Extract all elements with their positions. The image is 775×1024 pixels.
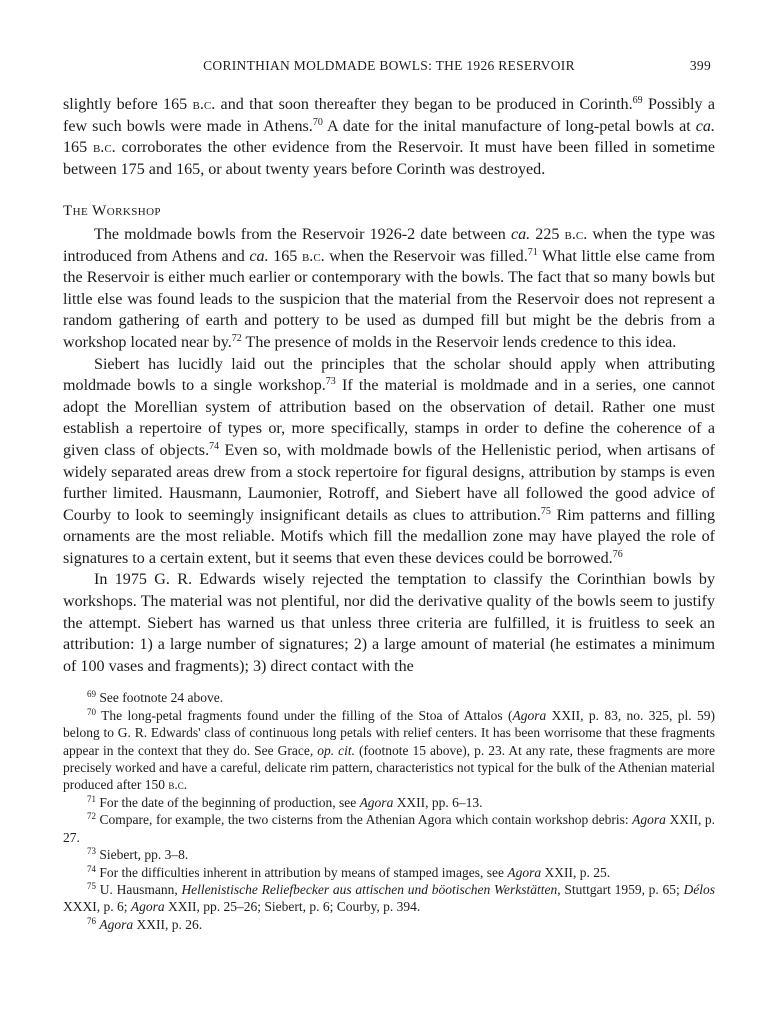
paragraph: Siebert has lucidly laid out the principles that the scholar should apply when attributing moldmade bowls to a single workshop.$^{73}$ If the material is moldmade and in a series, one cannot adopt the Morellian system of attribution based on the observation of detail. Rather one must establish a repertoire of types or, more specifically, stamps in order to define the coherence of a given class of objects.$^{74}$ Even so, with moldmade bowls of the Hellenistic period, when artisans of widely separated areas drew from a stock repertoire for figural designs, attribution by stamps is even further limited. Hausmann, Laumonier, Rotroff, and Siebert have all followed the good advice of Courby to look to seemingly insignificant details as clues to attribution.$^{75}$ Rim patterns and filling ornaments are the most reliable. Motifs which fill the medallion zone may have played the role of signatures to a certain extent, but it seems that even these devices could be borrowed.$^{76}$	[63, 355, 716, 567]
footnotes	[63, 689, 715, 933]
era-abbrev: b.c.	[564, 225, 588, 243]
footnote: $^{73}$ Siebert, pp. 3–8.	[87, 846, 189, 863]
footnote: $^{75}$ U. Hausmann, Hellenistische Reliefbecker aus attischen und böotischen Werkstätten, Stuttgart 1959, p. 65; Délos XXXI, p. 6; Agora XXII, pp. 25–26; Siebert, p. 6; Courby, p. 394.	[63, 880, 716, 915]
footnote-ref: 75	[540, 505, 551, 517]
footnote-ref: 74	[209, 440, 220, 452]
body-text	[63, 94, 715, 677]
running-title: CORINTHIAN MOLDMADE BOWLS: THE 1926 RESERVOIR	[203, 58, 575, 73]
era-abbrev: b.c.	[92, 139, 116, 157]
era-abbrev: b.c.	[192, 96, 216, 113]
paragraph: The moldmade bowls from the Reservoir 1926-2 date between ca. 225 b.c. when the type was introduced from Athens and ca. 165 b.c. when the Reservoir was filled.$^{71}$ What little else came from the Reservoir is either much earlier or contemporary with the bowls. The fact that so many bowls but little else was found leads to the suspicion that the material from the Reservoir does not represent a random gathering of earth and pottery to be used as dumped fill but might be the debris from a workshop located near by.$^{72}$ The presence of molds in the Reservoir lends credence to this idea.	[63, 225, 715, 351]
footnote: $^{74}$ For the difficulties inherent in attribution by means of stamped images, see Agora XXII, p. 25.	[87, 863, 611, 880]
page-number: 399	[689, 58, 711, 73]
footnote-ref: 72	[231, 332, 242, 344]
footnote-ref: 69	[632, 95, 643, 106]
era-abbrev: b.c.	[301, 247, 325, 265]
footnote: $^{70}$ The long-petal fragments found under the filling of the Stoa of Attalos (Agora XXII, p. 83, no. 325, pl. 59) belong to G. R. Edwards' class of continuous long petals with relief centers. It has been worrisome that these fragments appear in the context that they do. See Grace, op. cit. (footnote 15 above), p. 23. At any rate, these fragments are more precisely worked and have a careful, delicate rim pattern, characteristics not typical for the bulk of the Athenian material produced after 150 b.c.	[63, 706, 715, 793]
footnote: $^{76}$ Agora XXII, p. 26.	[87, 915, 203, 932]
footnote: $^{71}$ For the date of the beginning of production, see Agora XXII, pp. 6–13.	[87, 793, 483, 810]
section-heading: The Workshop	[63, 202, 161, 220]
page	[63, 58, 715, 933]
footnote: $^{69}$ See footnote 24 above.	[87, 689, 224, 706]
footnote-ref: 70	[312, 116, 323, 128]
paragraph-continued: slightly before 165 b.c. and that soon thereafter they began to be produced in Corinth.$^{69}$ Possibly a few such bowls were made in Athens.$^{70}$ A date for the inital manufacture of long-petal bowls at ca. 165 b.c. corroborates the other evidence from the Reservoir. It must have been filled in sometime between 175 and 165, or about twenty years before Corinth was destroyed.	[63, 95, 715, 178]
paragraph: In 1975 G. R. Edwards wisely rejected the temptation to classify the Corinthian bowls by workshops. The material was not plentiful, nor did the derivative quality of the bowls seem to justify the attempt. Siebert has warned us that unless three criteria are fulfilled, it is fruitless to seek an attribution: 1) a large number of signatures; 2) a large amount of material (he estimates a minimum of 100 vases and fragments); 3) direct contact with the	[63, 571, 715, 675]
footnote-ref: 73	[325, 376, 336, 388]
footnote: $^{72}$ Compare, for example, the two cisterns from the Athenian Agora which contain workshop debris: Agora XXII, p. 27.	[63, 811, 715, 845]
footnote-ref: 71	[527, 246, 538, 258]
running-head	[63, 58, 715, 80]
footnote-ref: 76	[612, 548, 623, 560]
